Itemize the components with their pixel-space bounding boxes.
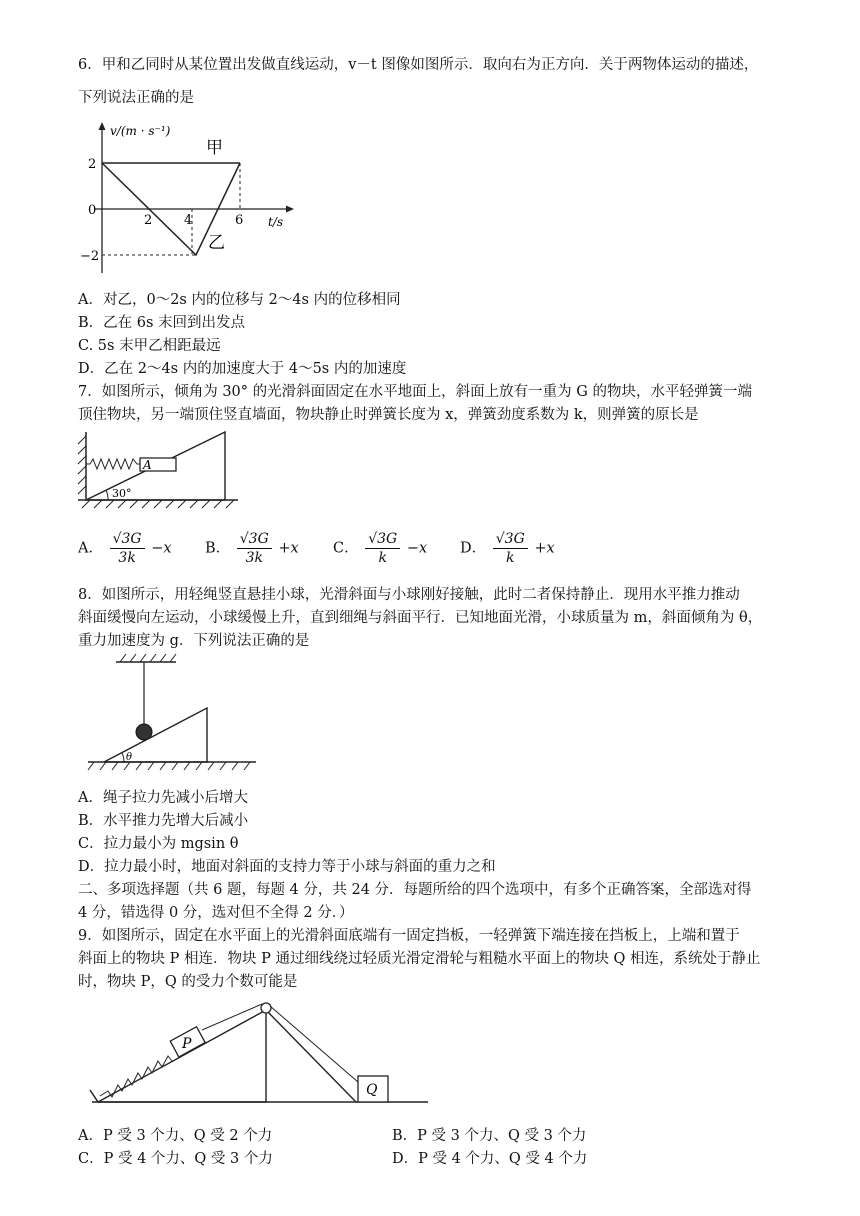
q6-stem-line-1: 6．甲和乙同时从某位置出发做直线运动，v－t 图像如图所示．取向右为正方向．关于两物体运动的描述，: [78, 57, 759, 73]
q7-option-d[interactable]: [460, 530, 555, 567]
q6-graph-x-tick-4: 4: [184, 213, 193, 228]
q6-graph-y-label: v/(m · s⁻¹): [110, 124, 171, 138]
q9-option-b[interactable]: B．P 受 3 个力、Q 受 3 个力: [392, 1128, 587, 1144]
q7-option-b-letter: B．: [205, 540, 231, 557]
q8-stem-line-2: 斜面缓慢向左运动，小球缓慢上升，直到细绳与斜面平行．已知地面光滑，小球质量为 m，斜面倾角为 θ，: [78, 610, 763, 626]
q7-option-b[interactable]: [205, 530, 299, 567]
q8-angle-label: θ: [126, 752, 133, 763]
q7-option-b-denominator: 3k: [245, 550, 263, 566]
q7-option-a-letter: A．: [78, 540, 103, 557]
q6-stem-line-2: 下列说法正确的是: [78, 90, 194, 106]
q7-option-a-fraction: [110, 530, 145, 567]
q6-graph-y-tick-0: 0: [88, 203, 97, 218]
q7-option-b-numerator: √3G: [237, 530, 272, 549]
q8-hanging-ball-figure: [80, 652, 260, 776]
q7-incline-figure: [72, 428, 242, 510]
q7-option-c-denominator: k: [378, 550, 387, 566]
q6-option-c[interactable]: C. 5s 末甲乙相距最远: [78, 338, 221, 354]
q8-option-d[interactable]: D．拉力最小时，地面对斜面的支持力等于小球与斜面的重力之和: [78, 859, 496, 875]
q8-option-b[interactable]: B．水平推力先增大后减小: [78, 813, 249, 829]
q6-option-a[interactable]: A．对乙，0～2s 内的位移与 2～4s 内的位移相同: [78, 292, 401, 308]
q6-graph-label-yi: 乙: [208, 233, 225, 253]
q7-option-d-letter: D．: [460, 540, 487, 557]
q7-option-a-denominator: 3k: [118, 550, 136, 566]
q6-graph-x-tick-6: 6: [235, 213, 244, 228]
q7-option-b-tail: +x: [278, 540, 299, 557]
q6-graph-label-jia: 甲: [206, 138, 223, 158]
q7-option-a-tail: −x: [151, 540, 172, 557]
q7-option-d-denominator: k: [506, 550, 515, 566]
q8-option-a[interactable]: A．绳子拉力先减小后增大: [78, 790, 248, 806]
q9-pulley-figure: [86, 998, 436, 1110]
q6-graph-y-tick-neg2: −2: [80, 249, 100, 264]
q8-option-c[interactable]: C．拉力最小为 mgsin θ: [78, 836, 239, 852]
q7-option-c-letter: C．: [333, 540, 359, 557]
q7-option-b-fraction: [237, 530, 272, 567]
q6-option-d[interactable]: D．乙在 2～4s 内的加速度大于 4～5s 内的加速度: [78, 361, 407, 377]
q6-graph-x-label: t/s: [268, 215, 284, 229]
q7-block-label: A: [143, 458, 152, 472]
q9-stem-line-1: 9．如图所示，固定在水平面上的光滑斜面底端有一固定挡板，一轻弹簧下端连接在挡板上，上端和置于: [78, 928, 740, 944]
q9-block-p-label: P: [182, 1036, 192, 1052]
q8-stem-line-1: 8．如图所示，用轻绳竖直悬挂小球，光滑斜面与小球刚好接触，此时二者保持静止．现用水平推力推动: [78, 587, 740, 603]
q7-option-c-numerator: √3G: [365, 530, 400, 549]
q7-option-a-numerator: √3G: [110, 530, 145, 549]
q9-stem-line-3: 时，物块 P，Q 的受力个数可能是: [78, 974, 298, 990]
q6-graph-y-tick-2: 2: [88, 157, 97, 172]
q7-option-c-tail: −x: [406, 540, 428, 557]
q8-stem-line-3: 重力加速度为 g．下列说法正确的是: [78, 633, 310, 649]
q6-option-b[interactable]: B．乙在 6s 末回到出发点: [78, 315, 246, 331]
q9-option-a[interactable]: A．P 受 3 个力、Q 受 2 个力: [78, 1128, 273, 1144]
q7-angle-label: 30°: [112, 487, 132, 500]
q7-option-a[interactable]: [78, 530, 172, 567]
q7-stem-line-1: 7．如图所示，倾角为 30° 的光滑斜面固定在水平地面上，斜面上放有一重为 G 的物块，水平轻弹簧一端: [78, 384, 752, 400]
q9-stem-line-2: 斜面上的物块 P 相连．物块 P 通过细线绕过轻质光滑定滑轮与粗糙水平面上的物块 Q 相连，系统处于静止: [78, 951, 761, 967]
q6-vt-graph: [80, 118, 300, 278]
q9-option-d[interactable]: D．P 受 4 个力、Q 受 4 个力: [392, 1151, 588, 1167]
q7-option-d-fraction: [493, 530, 528, 567]
q7-option-d-tail: +x: [534, 540, 555, 557]
section2-heading-line-2: 4 分，错选得 0 分，选对但不全得 2 分．）: [78, 905, 354, 921]
q7-option-c-fraction: [365, 530, 400, 567]
q7-option-d-numerator: √3G: [493, 530, 528, 549]
q9-block-q-label: Q: [366, 1082, 378, 1098]
q7-option-c[interactable]: [333, 530, 427, 567]
q9-option-c[interactable]: C．P 受 4 个力、Q 受 3 个力: [78, 1151, 273, 1167]
q6-graph-x-tick-2: 2: [144, 213, 153, 228]
section2-heading-line-1: 二、多项选择题（共 6 题，每题 4 分，共 24 分．每题所给的四个选项中，有多个正确答案，全部选对得: [78, 882, 752, 898]
q7-stem-line-2: 顶住物块，另一端顶住竖直墙面，物块静止时弹簧长度为 x，弹簧劲度系数为 k，则弹簧的原长是: [78, 407, 699, 423]
